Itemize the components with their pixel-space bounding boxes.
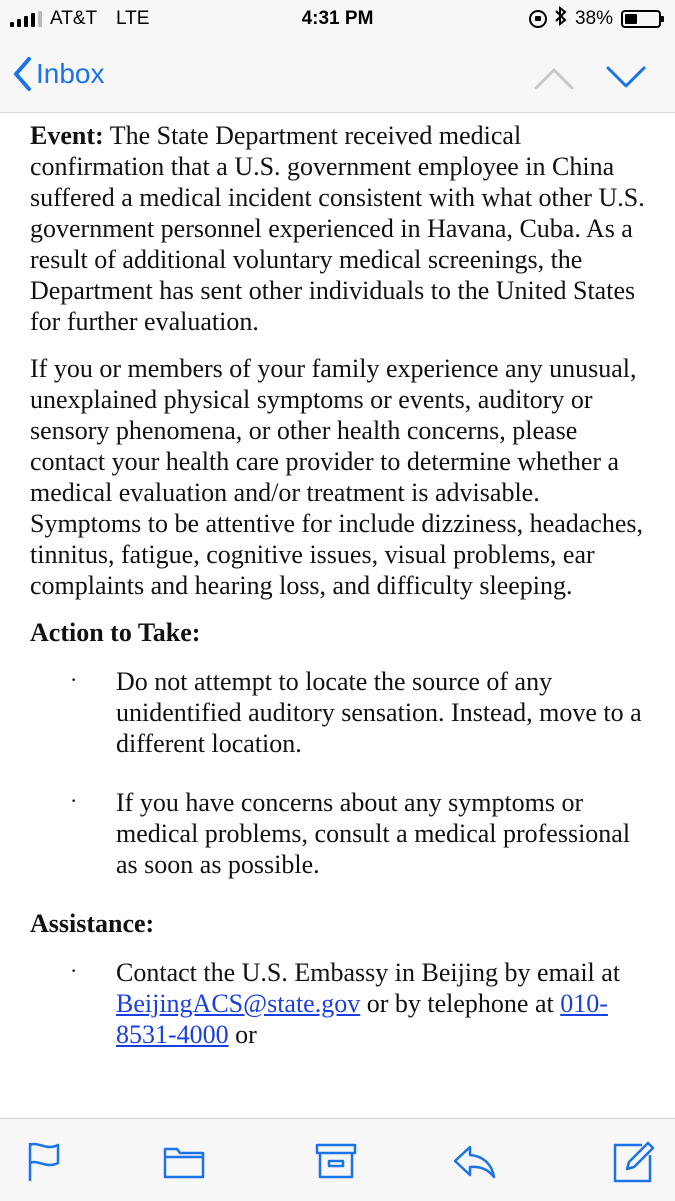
flag-icon[interactable] — [24, 1139, 68, 1183]
carrier-name: AT&T — [50, 8, 98, 29]
back-label: Inbox — [36, 58, 105, 89]
action-text: If you have concerns about any symptoms or medical problems, consult a medical professional as soon as possible. — [116, 788, 631, 879]
list-item — [30, 787, 647, 880]
bullet: · — [70, 958, 78, 983]
list-item — [30, 666, 647, 759]
back-to-inbox-button[interactable] — [12, 56, 105, 92]
network-type: LTE — [116, 8, 150, 29]
action-heading: Action to Take: — [30, 618, 201, 647]
embassy-phone-link[interactable]: 010-8531-4000 — [116, 989, 608, 1049]
chevron-down-icon[interactable] — [604, 60, 648, 94]
assistance-text: Contact the U.S. Embassy in Beijing by email at — [116, 958, 621, 987]
chevron-up-icon[interactable] — [532, 60, 576, 94]
assistance-list — [30, 957, 647, 1050]
chevron-left-icon — [12, 56, 32, 92]
event-label: Event: — [30, 121, 104, 150]
rotation-lock-icon — [529, 10, 547, 28]
battery-icon — [621, 10, 661, 28]
assistance-heading: Assistance: — [30, 909, 155, 938]
embassy-email-link[interactable]: BeijingACS@state.gov — [116, 989, 361, 1018]
event-text: The State Department received medical confirmation that a U.S. government employee in China suffered a medical incident consistent with what other U.S. government personnel experienced in Havana, Cuba. As a result of additional voluntary medical screenings, the Department has sent other individuals to the United States for further evaluation. — [30, 121, 645, 336]
folder-icon[interactable] — [162, 1139, 206, 1183]
action-list — [30, 666, 647, 880]
status-bar — [0, 0, 675, 40]
email-body[interactable] — [0, 113, 675, 1118]
action-text: Do not attempt to locate the source of any unidentified auditory sensation. Instead, move to a different location. — [116, 667, 642, 758]
archive-icon[interactable] — [314, 1139, 358, 1183]
navigation-bar — [0, 40, 675, 113]
bullet: · — [70, 788, 78, 813]
symptoms-paragraph: If you or members of your family experience any unusual, unexplained physical symptoms or events, auditory or sensory phenomena, or other health concerns, please contact your health care provider to determine whether a medical evaluation and/or treatment is advisable. Symptoms to be attentive for include dizziness, headaches, tinnitus, fatigue, cognitive issues, visual problems, ear complaints and hearing loss, and difficulty sleeping. — [30, 354, 643, 600]
bullet: · — [70, 667, 78, 692]
compose-icon[interactable] — [612, 1139, 656, 1183]
battery-percent: 38% — [574, 8, 613, 29]
event-paragraph — [30, 120, 647, 337]
list-item — [30, 957, 647, 1050]
reply-icon[interactable] — [452, 1139, 496, 1183]
assistance-text: or — [228, 1020, 257, 1049]
bluetooth-icon — [555, 6, 567, 32]
bottom-toolbar — [0, 1118, 675, 1201]
assistance-text: or by telephone at — [360, 989, 561, 1018]
status-time: 4:31 PM — [301, 8, 374, 29]
